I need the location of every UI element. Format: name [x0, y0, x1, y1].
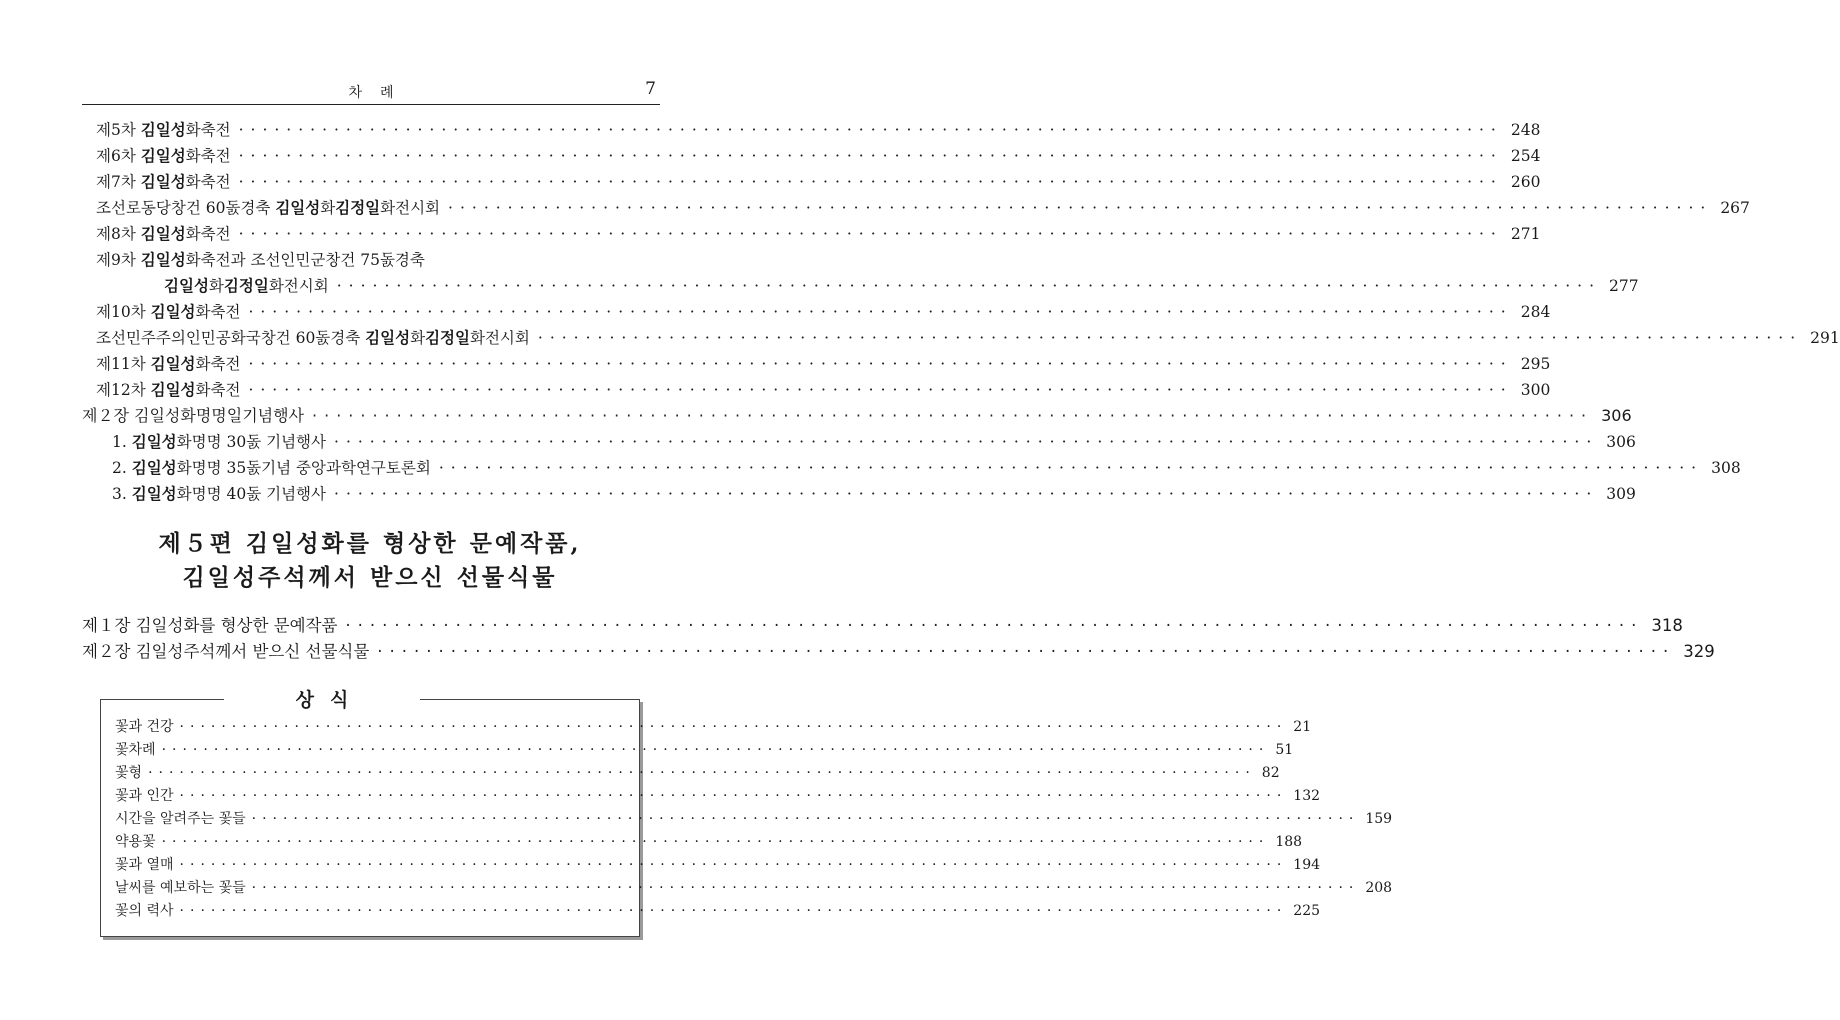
toc-section[interactable] — [82, 403, 1632, 429]
dot-leader: ·········································································································· — [537, 329, 1803, 347]
dot-leader: ·········································································································· — [345, 616, 1644, 635]
toc-entry-page: 295 — [1520, 355, 1551, 373]
list-item-page: 188 — [1275, 834, 1303, 850]
toc-entry-label: 조선민주주의인민공화국창건 60돐경축 김일성화김정일화전시회 — [96, 328, 530, 347]
dot-leader: ·········································································································· — [161, 834, 1270, 850]
part-toc-list — [0, 613, 1715, 665]
dot-leader: ·········································································································· — [161, 742, 1270, 758]
toc-section-page: 329 — [1683, 642, 1715, 661]
dot-leader: ·········································································································· — [148, 765, 1256, 781]
toc-entry-page: 248 — [1510, 121, 1541, 139]
dot-leader: ·········································································································· — [251, 880, 1360, 896]
list-item-page: 225 — [1293, 903, 1321, 919]
toc-entry-ninth-line2[interactable] — [164, 273, 1639, 299]
dot-leader: ·········································································································· — [179, 788, 1288, 804]
toc-subentry[interactable] — [112, 429, 1636, 455]
list-item[interactable] — [115, 785, 1321, 808]
list-item[interactable] — [115, 808, 1393, 831]
part-heading-line1: 제５편 김일성화를 형상한 문예작품, — [158, 530, 582, 557]
toc-subentry-label: 3. 김일성화명명 40돐 기념행사 — [112, 484, 327, 503]
toc-subentry-page: 306 — [1606, 433, 1636, 451]
toc-entry-page: 277 — [1609, 277, 1639, 295]
toc-entry-label: 김일성화김정일화전시회 — [164, 276, 329, 295]
toc-entry-label: 제6차 김일성화축전 — [96, 146, 231, 165]
dot-leader: ·········································································································· — [248, 381, 1513, 399]
toc-entry[interactable] — [96, 377, 1551, 403]
toc-entry[interactable] — [96, 169, 1541, 195]
toc-entry[interactable] — [96, 351, 1551, 377]
toc-subentry-page: 309 — [1606, 485, 1636, 503]
part-heading-line2: 김일성주석께서 받으신 선물식물 — [182, 564, 558, 591]
toc-entry-ninth-line1[interactable] — [96, 247, 656, 273]
toc-entry-page: 300 — [1520, 381, 1551, 399]
list-item[interactable] — [115, 739, 1294, 762]
toc-entry-label: 제8차 김일성화축전 — [96, 224, 231, 243]
dot-leader: ·········································································································· — [238, 173, 1503, 191]
toc-entry[interactable] — [96, 195, 1750, 221]
toc-section-label: 제１장 김일성화를 형상한 문예작품 — [82, 616, 338, 635]
common-knowledge-list — [101, 716, 1393, 923]
toc-entry-page: 284 — [1520, 303, 1551, 321]
toc-subentry[interactable] — [112, 481, 1636, 507]
list-item[interactable] — [115, 877, 1393, 900]
dot-leader: ·········································································································· — [448, 199, 1713, 217]
list-item-label: 시간을 알려주는 꽃들 — [115, 811, 246, 827]
page-number: 7 — [645, 79, 656, 99]
list-item[interactable] — [115, 716, 1312, 739]
toc-entry-page: 260 — [1510, 173, 1541, 191]
list-item-label: 꽃과 건강 — [115, 719, 174, 735]
dot-leader: ·········································································································· — [377, 642, 1676, 661]
toc-entry-label: 제11차 김일성화축전 — [96, 354, 241, 373]
toc-entry[interactable] — [96, 325, 1840, 351]
toc-entry-label: 제12차 김일성화축전 — [96, 380, 241, 399]
list-item-page: 132 — [1293, 788, 1321, 804]
toc-entry-label: 제5차 김일성화축전 — [96, 120, 231, 139]
dot-leader: ·········································································································· — [238, 121, 1503, 139]
list-item-page: 194 — [1293, 857, 1321, 873]
dot-leader: ·········································································································· — [248, 303, 1513, 321]
dot-leader: ·········································································································· — [312, 406, 1594, 425]
dot-leader: ·········································································································· — [238, 147, 1503, 165]
list-item-label: 날씨를 예보하는 꽃들 — [115, 880, 246, 896]
list-item-label: 약용꽃 — [115, 834, 156, 850]
dot-leader: ·········································································································· — [248, 355, 1513, 373]
part-heading — [0, 527, 740, 595]
toc-subentry-label: 1. 김일성화명명 30돐 기념행사 — [112, 432, 327, 451]
list-item-page: 208 — [1365, 880, 1393, 896]
list-item-label: 꽃과 인간 — [115, 788, 174, 804]
toc-entry[interactable] — [96, 143, 1541, 169]
toc-section[interactable] — [82, 613, 1683, 639]
dot-leader: ·········································································································· — [334, 433, 1599, 451]
list-item[interactable] — [115, 854, 1321, 877]
common-knowledge-box — [100, 699, 1393, 937]
toc-entry-page: 271 — [1510, 225, 1541, 243]
list-item-label: 꽃과 열매 — [115, 857, 174, 873]
dot-leader: ·········································································································· — [336, 277, 1601, 295]
toc-section-label: 제２장 김일성주석께서 받으신 선물식물 — [82, 642, 370, 661]
toc-entry[interactable] — [96, 299, 1551, 325]
common-knowledge-title: 상식 — [224, 686, 420, 714]
toc-subentry[interactable] — [112, 455, 1741, 481]
toc-section-page: 318 — [1651, 616, 1683, 635]
dot-leader: ·········································································································· — [238, 225, 1503, 243]
toc-section-label: 제２장 김일성화명명일기념행사 — [82, 406, 305, 425]
list-item-page: 159 — [1365, 811, 1393, 827]
toc-entry[interactable] — [96, 221, 1541, 247]
toc-subentry-page: 308 — [1711, 459, 1741, 477]
list-item-label: 꽃차례 — [115, 742, 156, 758]
page-header — [82, 79, 660, 105]
list-item[interactable] — [115, 762, 1280, 785]
list-item-label: 꽃형 — [115, 765, 143, 781]
toc-entry-label: 제7차 김일성화축전 — [96, 172, 231, 191]
toc-section[interactable] — [82, 639, 1715, 665]
toc-entry-page: 267 — [1720, 199, 1750, 217]
list-item-label: 꽃의 력사 — [115, 903, 174, 919]
toc-entry-label: 제9차 김일성화축전과 조선인민군창건 75돐경축 — [96, 250, 425, 269]
dot-leader: ·········································································································· — [179, 903, 1288, 919]
toc-list — [0, 117, 1840, 507]
toc-section-page: 306 — [1601, 406, 1632, 425]
dot-leader: ·········································································································· — [438, 459, 1704, 477]
list-item-page: 21 — [1293, 719, 1312, 735]
dot-leader: ·········································································································· — [179, 857, 1288, 873]
dot-leader: ·········································································································· — [251, 811, 1360, 827]
header-title: 차례 — [348, 85, 412, 101]
list-item-page: 82 — [1261, 765, 1280, 781]
dot-leader: ·········································································································· — [334, 485, 1599, 503]
toc-entry-label: 조선로동당창건 60돐경축 김일성화김정일화전시회 — [96, 198, 441, 217]
toc-entry-page: 254 — [1510, 147, 1541, 165]
list-item-page: 51 — [1275, 742, 1294, 758]
toc-entry[interactable] — [96, 117, 1541, 143]
toc-entry-page: 291 — [1810, 329, 1840, 347]
toc-entry-label: 제10차 김일성화축전 — [96, 302, 241, 321]
list-item[interactable] — [115, 831, 1303, 854]
toc-subentry-label: 2. 김일성화명명 35돐기념 중앙과학연구토론회 — [112, 458, 431, 477]
list-item[interactable] — [115, 900, 1321, 923]
dot-leader: ·········································································································· — [179, 719, 1288, 735]
